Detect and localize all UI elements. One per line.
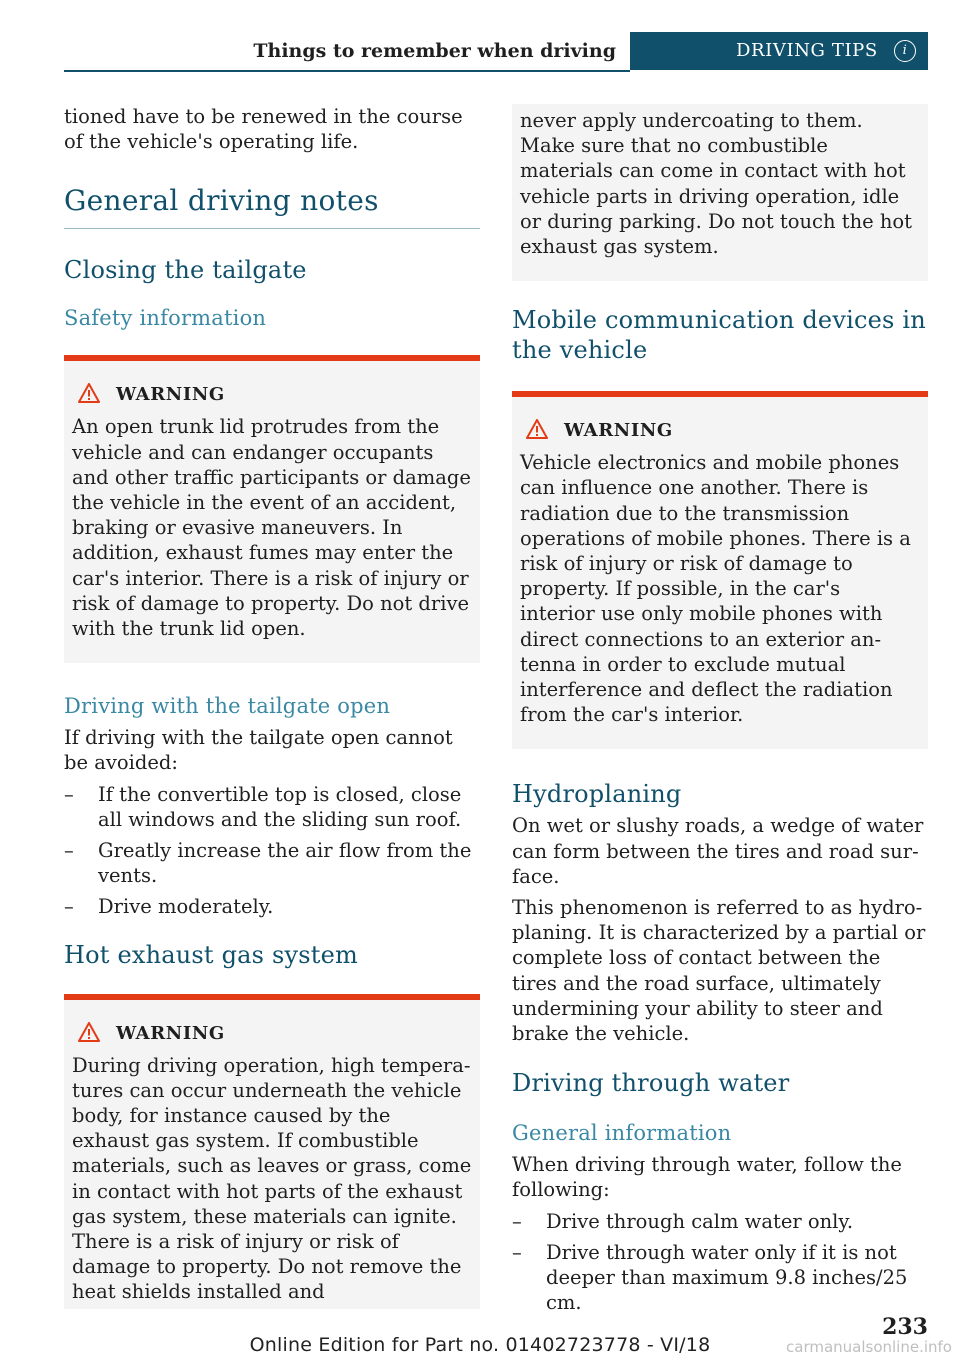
tailgate-open-list [64,782,480,920]
heading-driving-tailgate-open: Driving with the tailgate open [64,694,391,719]
list-item: – If the convertible top is closed, close all windows and the sliding sun roof. [64,782,480,832]
warning-text: During driving operation, high temperatures can occur underneath the vehicle body, for instance caused by the exhaust gas system. If combustible materials, such as leaves or grass, come in contact with hot parts of the exhaust gas system, these materials can ignite. There is a risk of injury or risk of damage to property. Do not remove the heat shields installed and [72,1053,472,1304]
list-item: – Greatly increase the air flow from the vents. [64,838,480,888]
heading-safety-information: Safety information [64,306,267,331]
heading-general-information: General information [512,1121,732,1146]
warning-box-exhaust-continued [512,104,928,281]
water-list [512,1209,928,1316]
watermark: carmanualsonline.info [786,1338,952,1356]
chapter-tab[interactable] [630,32,928,70]
heading-mobile-communication: Mobile communication devices in the vehicle [512,306,926,365]
water-intro: When driving through water, follow the following: [512,1153,902,1202]
edition-line: Online Edition for Part no. 01402723778 - VI/18 [249,1334,711,1356]
warning-text: never apply undercoating to them. Make sure that no combustible materials can come in contact with hot vehicle parts in driving operation, idle or during parking. Do not touch the hot exhaust gas system. [520,109,913,259]
warning-box-tailgate [64,355,480,663]
list-item: – Drive through calm water only. [512,1209,928,1234]
warning-triangle-icon [526,419,550,444]
warning-box-mobile [512,391,928,749]
warning-label: WARNING [520,419,920,444]
warning-text: An open trunk lid protrudes from the vehicle and can endanger occupants and other traffic participants or damage the vehicle in the event of an accident, braking or evasive maneuvers. In addition, exhaust fumes may enter the car's interior. There is a risk of injury or risk of damage to property. Do not drive with the trunk lid open. [72,415,471,641]
hydroplaning-text-2: This phenomenon is referred to as hydroplaning. It is characterized by a partial or complete loss of contact between the tires and the road surface, ultimately undermining your ability to steer and brake the vehicle. [512,896,926,1046]
page-number: 233 [882,1314,928,1340]
right-column [512,106,928,1324]
heading-closing-tailgate: Closing the tailgate [64,256,307,285]
list-item: – Drive through water only if it is not deeper than maximum 9.8 inches/25 cm. [512,1240,928,1316]
chapter-title: DRIVING TIPS [736,40,878,61]
warning-box-exhaust [64,994,480,1309]
section-title: Things to remember when driving [253,40,616,62]
warning-label: WARNING [72,1022,472,1047]
heading-general-driving-notes: General driving notes [64,184,480,229]
heading-driving-through-water: Driving through water [512,1069,790,1098]
heading-hot-exhaust-gas-system: Hot exhaust gas system [64,940,359,969]
header-rule [64,70,630,72]
heading-hydroplaning: Hydroplaning [512,780,682,809]
page-header [64,32,928,72]
hydroplaning-text-1: On wet or slushy roads, a wedge of water can form between the tires and road surface. [512,814,924,888]
left-column [64,104,480,1309]
warning-triangle-icon [78,383,102,408]
warning-triangle-icon [78,1022,102,1047]
tailgate-open-intro: If driving with the tailgate open cannot be avoided: [64,726,453,775]
intro-text: tioned have to be renewed in the course of the vehicle's operating life. [64,105,463,154]
warning-label: WARNING [72,383,472,408]
list-item: – Drive moderately. [64,894,480,919]
info-icon: i [894,40,916,62]
warning-text: Vehicle electronics and mobile phones can influence one another. There is radiation due to the transmission operations of mobile phones. There is a risk of injury or risk of damage to property. If possible, in the car's interior use only mobile phones with direct connections to an exterior antenna in order to exclude mutual interference and deflect the radiation from the car's interior. [520,451,911,727]
